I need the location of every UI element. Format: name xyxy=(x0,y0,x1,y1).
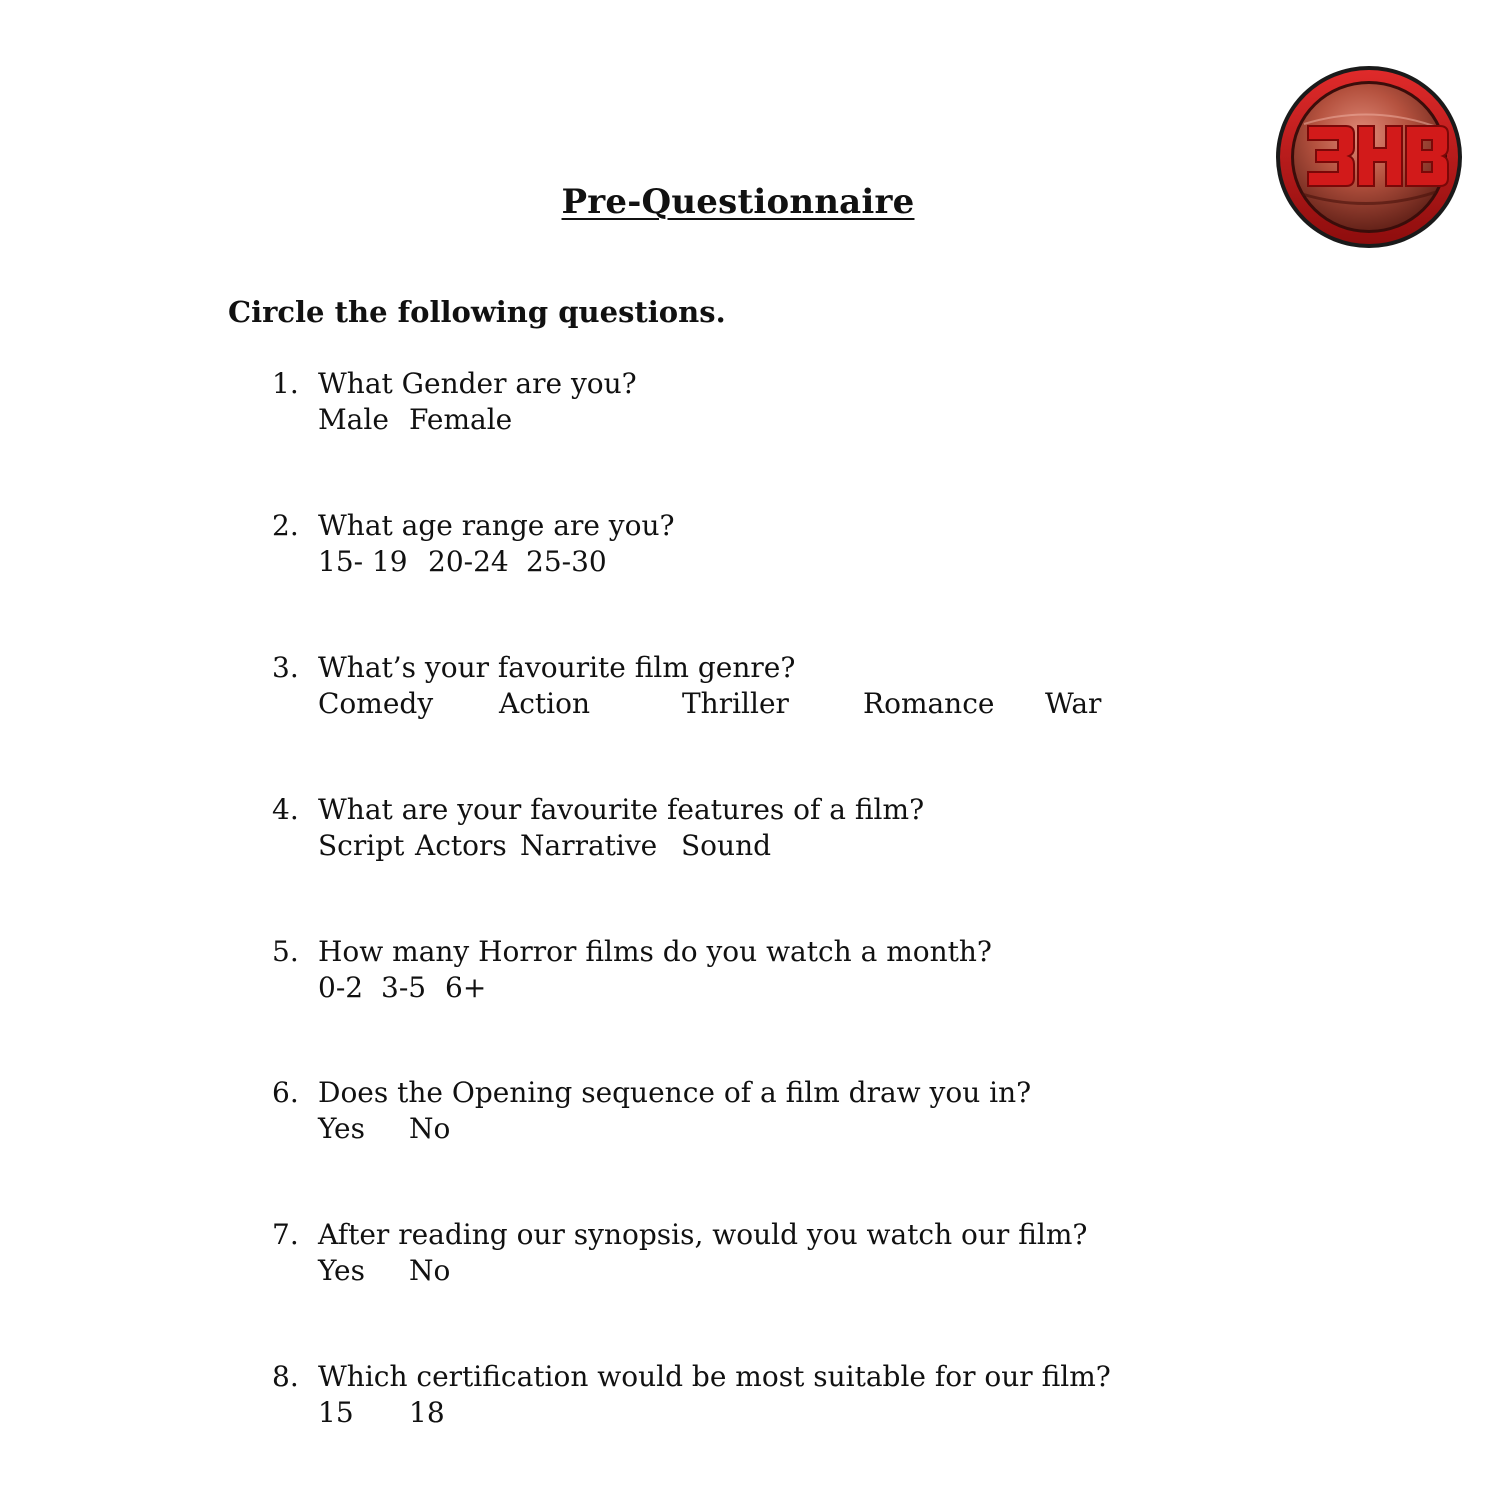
option-action[interactable]: Action xyxy=(499,687,590,720)
question-text: How many Horror films do you watch a month? xyxy=(318,935,992,968)
answer-options xyxy=(318,828,1218,864)
question-number: 7. xyxy=(272,1218,299,1251)
option-no[interactable]: No xyxy=(409,1112,451,1145)
question-number: 4. xyxy=(272,793,299,826)
answer-options xyxy=(318,1111,1218,1147)
page-title: Pre-Questionnaire xyxy=(561,182,915,222)
option-15[interactable]: 15 xyxy=(318,1396,354,1429)
answer-options xyxy=(318,544,1218,580)
question-text: What Gender are you? xyxy=(318,367,637,400)
option-3-5[interactable]: 3-5 xyxy=(381,971,427,1004)
option-yes[interactable]: Yes xyxy=(318,1112,365,1145)
option-yes[interactable]: Yes xyxy=(318,1254,365,1287)
question-number: 6. xyxy=(272,1076,299,1109)
question-text: What’s your favourite film genre? xyxy=(318,651,796,684)
question-text: What age range are you? xyxy=(318,509,675,542)
option-narrative[interactable]: Narrative xyxy=(520,829,658,862)
question-number: 2. xyxy=(272,509,299,542)
answer-options xyxy=(318,1395,1218,1431)
answer-options xyxy=(318,402,1218,438)
option-no[interactable]: No xyxy=(409,1254,451,1287)
option-18[interactable]: 18 xyxy=(409,1396,445,1429)
instruction-text: Circle the following questions. xyxy=(228,295,726,329)
option-romance[interactable]: Romance xyxy=(863,687,995,720)
option-war[interactable]: War xyxy=(1045,687,1102,720)
option-comedy[interactable]: Comedy xyxy=(318,687,434,720)
option-sound[interactable]: Sound xyxy=(681,829,772,862)
question-text: After reading our synopsis, would you watch our film? xyxy=(318,1218,1088,1251)
option-6-plus[interactable]: 6+ xyxy=(445,971,487,1004)
option-15-19[interactable]: 15- 19 xyxy=(318,545,408,578)
question-text: What are your favourite features of a film? xyxy=(318,793,925,826)
option-female[interactable]: Female xyxy=(409,403,513,436)
question-number: 3. xyxy=(272,651,299,684)
answer-options xyxy=(318,1253,1218,1289)
question-text: Which certification would be most suitable for our film? xyxy=(318,1360,1111,1393)
question-text: Does the Opening sequence of a film draw you in? xyxy=(318,1076,1032,1109)
option-thriller[interactable]: Thriller xyxy=(682,687,789,720)
question-number: 1. xyxy=(272,367,299,400)
answer-options xyxy=(318,686,1218,722)
option-script[interactable]: Script xyxy=(318,829,405,862)
option-actors[interactable]: Actors xyxy=(415,829,507,862)
brand-logo xyxy=(1274,64,1464,250)
question-number: 5. xyxy=(272,935,299,968)
option-0-2[interactable]: 0-2 xyxy=(318,971,364,1004)
question-number: 8. xyxy=(272,1360,299,1393)
answer-options xyxy=(318,970,1218,1006)
option-20-24[interactable]: 20-24 xyxy=(428,545,509,578)
option-25-30[interactable]: 25-30 xyxy=(526,545,607,578)
option-male[interactable]: Male xyxy=(318,403,389,436)
